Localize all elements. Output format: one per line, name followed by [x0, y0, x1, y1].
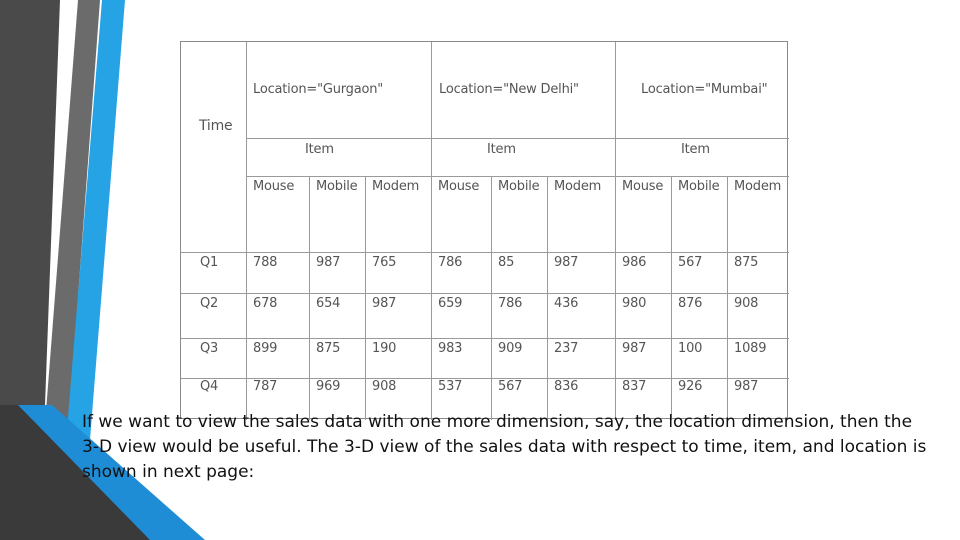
- bullet-dot: [57, 418, 65, 426]
- item-column-header-mobile: Mobile: [498, 179, 540, 194]
- gridline-vertical: [727, 176, 728, 420]
- item-header-mumbai: Item: [681, 142, 710, 157]
- gridline-vertical: [309, 176, 310, 420]
- item-column-header-mobile: Mobile: [316, 179, 358, 194]
- table-cell: 654: [316, 296, 341, 311]
- item-column-header-modem: Modem: [554, 179, 602, 194]
- table-cell: 875: [734, 255, 759, 270]
- table-cell: 926: [678, 379, 703, 394]
- table-cell: 969: [316, 379, 341, 394]
- table-cell: 786: [438, 255, 463, 270]
- gridline-vertical: [547, 176, 548, 420]
- table-cell: 899: [253, 341, 278, 356]
- gridline-vertical: [491, 176, 492, 420]
- row-label-q2: Q2: [200, 296, 219, 311]
- row-label-q4: Q4: [200, 379, 219, 394]
- gridline-horizontal: [181, 252, 789, 253]
- table-cell: 837: [622, 379, 647, 394]
- table-cell: 908: [372, 379, 397, 394]
- gridline-horizontal: [181, 293, 789, 294]
- table-cell: 786: [498, 296, 523, 311]
- gridline-vertical: [431, 42, 432, 420]
- item-column-header-modem: Modem: [372, 179, 420, 194]
- table-cell: 788: [253, 255, 278, 270]
- table-cell: 436: [554, 296, 579, 311]
- item-column-header-modem: Modem: [734, 179, 782, 194]
- table-cell: 987: [316, 255, 341, 270]
- table-cell: 987: [622, 341, 647, 356]
- table-cell: 85: [498, 255, 515, 270]
- table-cell: 659: [438, 296, 463, 311]
- body-paragraph: If we want to view the sales data with one more dimension, say, the location dimension, then the 3-D view would be useful. The 3-D view of the sales data with respect to time, item, and location is shown in next page:: [82, 412, 927, 482]
- table-cell: 190: [372, 341, 397, 356]
- gridline-horizontal: [246, 138, 789, 139]
- gridline-horizontal: [246, 176, 789, 177]
- table-cell: 567: [498, 379, 523, 394]
- item-column-header-mouse: Mouse: [622, 179, 664, 194]
- table-cell: 787: [253, 379, 278, 394]
- gridline-vertical: [365, 176, 366, 420]
- table-cell: 678: [253, 296, 278, 311]
- gridline-vertical: [615, 42, 616, 420]
- table-cell: 765: [372, 255, 397, 270]
- sales-data-table: [180, 41, 788, 419]
- location-header-new-delhi: Location="New Delhi": [439, 82, 579, 97]
- item-column-header-mouse: Mouse: [438, 179, 480, 194]
- table-cell: 987: [734, 379, 759, 394]
- table-cell: 987: [372, 296, 397, 311]
- table-cell: 983: [438, 341, 463, 356]
- gridline-horizontal: [181, 338, 789, 339]
- table-cell: 980: [622, 296, 647, 311]
- table-cell: 237: [554, 341, 579, 356]
- item-header-gurgaon: Item: [305, 142, 334, 157]
- table-cell: 1089: [734, 341, 767, 356]
- table-cell: 875: [316, 341, 341, 356]
- row-label-q3: Q3: [200, 341, 219, 356]
- item-column-header-mouse: Mouse: [253, 179, 295, 194]
- gridline-vertical: [246, 42, 247, 420]
- table-cell: 987: [554, 255, 579, 270]
- item-header-new-delhi: Item: [487, 142, 516, 157]
- table-cell: 876: [678, 296, 703, 311]
- table-cell: 567: [678, 255, 703, 270]
- gridline-vertical: [671, 176, 672, 420]
- table-cell: 836: [554, 379, 579, 394]
- table-cell: 100: [678, 341, 703, 356]
- row-label-q1: Q1: [200, 255, 219, 270]
- location-header-mumbai: Location="Mumbai": [641, 82, 768, 97]
- item-column-header-mobile: Mobile: [678, 179, 720, 194]
- time-header: Time: [199, 118, 233, 134]
- table-cell: 986: [622, 255, 647, 270]
- location-header-gurgaon: Location="Gurgaon": [253, 82, 384, 97]
- table-cell: 909: [498, 341, 523, 356]
- table-cell: 537: [438, 379, 463, 394]
- table-cell: 908: [734, 296, 759, 311]
